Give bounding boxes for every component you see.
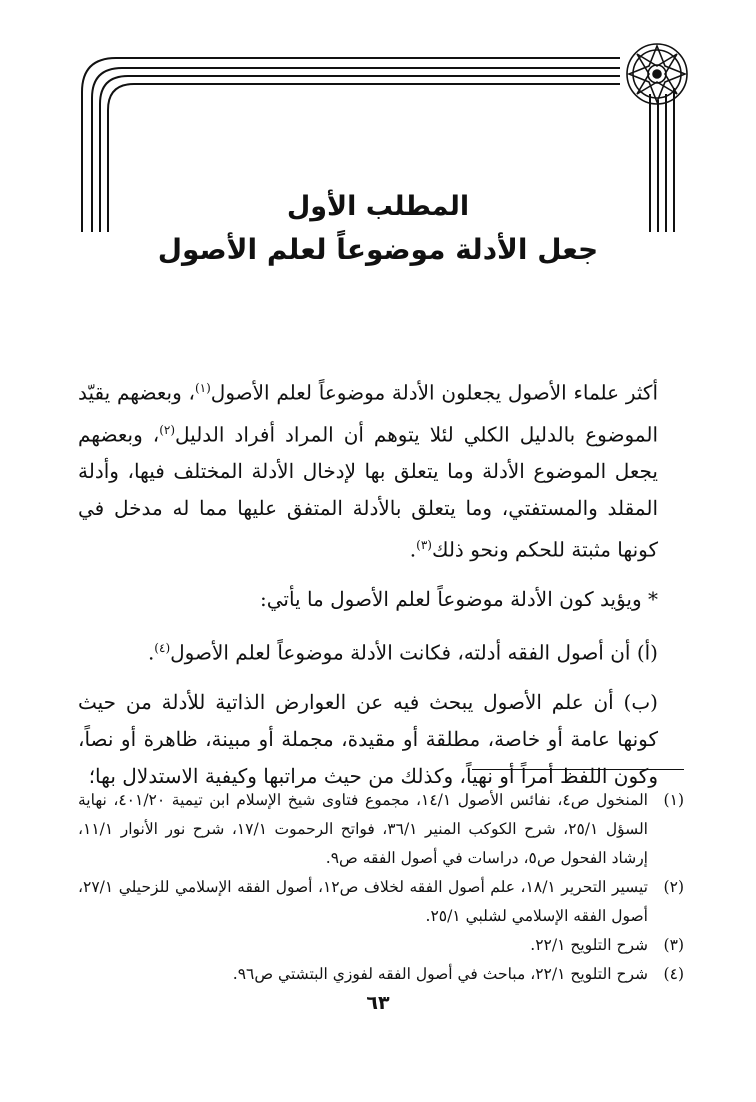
footnote-text: تيسير التحرير ١٨/١، علم أصول الفقه لخلاف ص١٢، أصول الفقه الإسلامي للزحيلي ٢٧/١، أصول الفقه الإسلامي لشلبي ٢٥/١. (78, 878, 648, 925)
footnote (78, 786, 684, 873)
paragraph-3-end: . (147, 640, 155, 665)
footnote (78, 873, 684, 931)
footnote (78, 960, 684, 989)
main-text (78, 370, 684, 795)
footnote-ref-3[interactable]: (٣) (416, 538, 432, 553)
paragraph-2: * ويؤيد كون الأدلة موضوعاً لعلم الأصول ما يأتي: (259, 586, 658, 611)
paragraph-1-end: . (409, 537, 417, 562)
footnote-text: شرح التلويح ٢٢/١. (530, 936, 648, 954)
section-subheading: جعل الأدلة موضوعاً لعلم الأصول (157, 233, 599, 266)
section-title (150, 186, 606, 272)
footnote-number: (٤) (663, 965, 684, 983)
paragraph-3-text: (أ) أن أصول الفقه أدلته، فكانت الأدلة موضوعاً لعلم الأصول (170, 640, 658, 665)
footnote-number: (١) (663, 791, 684, 809)
footnote-number: (٢) (663, 878, 684, 896)
page-number: ٦٣ (366, 992, 390, 1014)
footnote-ref-2[interactable]: (٢) (159, 422, 176, 437)
footnote-ref-4[interactable]: (٤) (154, 640, 171, 655)
section-heading: المطلب الأول (286, 191, 470, 222)
paragraph-1-c: ، وبعضهم يجعل الموضوع الأدلة وما يتعلق بها لإدخال الأدلة المختلف فيها، وأدلة المقلد والمستفتي، وما يتعلق بالأدلة المتفق عليها مما له مدخل في كونها مثبتة للحكم ونحو ذلك (78, 422, 658, 562)
paragraph-3 (78, 630, 684, 672)
footnote-number: (٣) (663, 936, 684, 954)
footnote-text: المنخول ص٤، نفائس الأصول ١٤/١، مجموع فتاوى شيخ الإسلام ابن تيمية ٤٠١/٢٠، نهاية السؤل ٢٥/١، شرح الكوكب المنير ٣٦/١، فواتح الرحموت ١٧/١، شرح نور الأنوار ١١/١، إرشاد الفحول ص٥، دراسات في أصول الفقه ص٩. (78, 791, 648, 867)
footnote-ref-1[interactable]: (١) (194, 381, 211, 395)
footnote-divider (472, 769, 684, 770)
star-ornament-icon (627, 44, 687, 104)
footnote (78, 931, 684, 960)
paragraph-1 (78, 370, 684, 569)
paragraph-4: (ب) أن علم الأصول يبحث فيه عن العوارض الذاتية للأدلة من حيث كونها عامة أو خاصة، مطلقة أو مقيدة، مجملة أو مبينة، ظاهرة أو نصاً، وكون اللفظ أمراً أو نهياً، وكذلك من حيث مراتبها وكيفية الاستدلال بها؛ (78, 689, 658, 788)
paragraph-1-b: ، وبعضهم يقيّد الموضوع بالدليل الكلي لئلا يتوهم أن المراد أفراد الدليل (78, 380, 659, 447)
paragraph-1-a: أكثر علماء الأصول يجعلون الأدلة موضوعاً لعلم الأصول (210, 380, 658, 405)
footnotes (78, 786, 684, 989)
footnote-text: شرح التلويح ٢٢/١، مباحث في أصول الفقه لفوزي البتشتي ص٩٦. (232, 965, 648, 983)
